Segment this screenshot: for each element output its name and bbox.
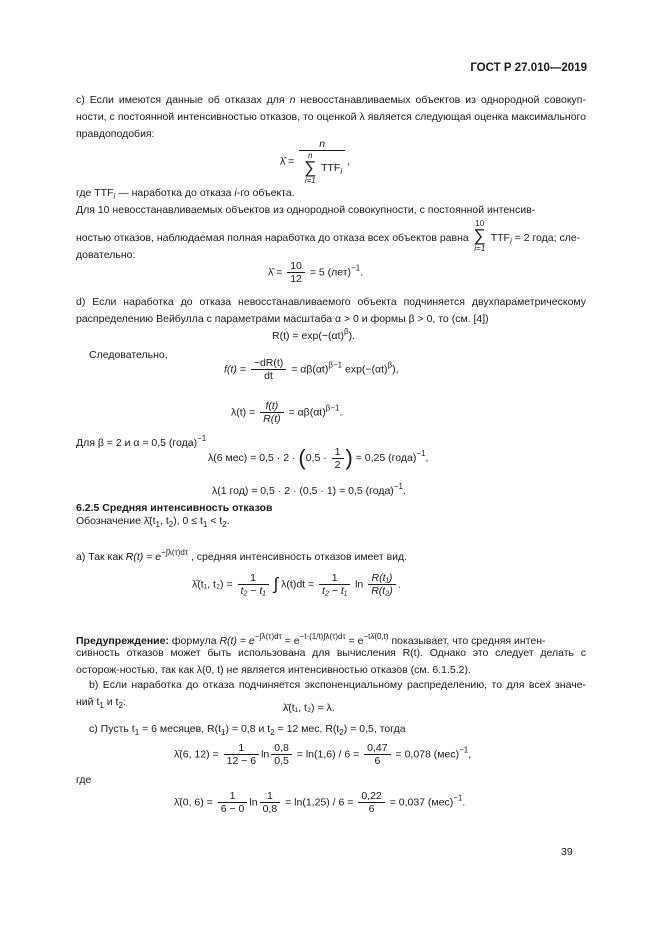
paragraph-notation: Обозначение $\lambdā(t_1$, $t_2$), $0 \le t_1 < t_2$. bbox=[76, 515, 230, 529]
page-number: 39 bbox=[561, 846, 573, 858]
text: c) Если имеются данные об отказах для bbox=[76, 94, 290, 106]
paragraph-example-line3: довательно: bbox=[76, 249, 136, 261]
formula-exponential: λ̄(t₁, t₂) = λ. bbox=[283, 702, 335, 714]
formula-six-months: λ(6 мес) = 0,5 · 2 · (0,5 · $\frac{1}{2}$ ) = 0,25 (года)$^{-1}$, bbox=[208, 445, 429, 471]
section-title: 6.2.5 Средняя интенсивность отказов bbox=[76, 502, 273, 514]
formula-calc-0-6: λ̄(0, 6) = $\frac{1}{6 - 0}$ ln $\frac{1}{0,8}$ = ln(1,25) / 6 = $\frac{0,22}{6}$ = 0,037 (мес)$^{-1}$. bbox=[174, 790, 466, 815]
paragraph-example: Для 10 невосстанавливаемых объектов из однородной совокупности, с постоянной интенсив- bbox=[76, 204, 536, 216]
formula-one-year: λ(1 год) = 0,5 · 2 · (0,5 · 1) = 0,5 (года)$^{-1}$. bbox=[212, 482, 406, 497]
formula-mle: λ̂ = n n ∑ i=1 $TTF_i$ , bbox=[280, 138, 351, 185]
paragraph-example-line2: ностью отказов, наблюдаемая полная наработка до отказа всех объектов равна 10 ∑ i=1 $TTF_i = 2$ года; сле- bbox=[76, 219, 581, 253]
formula-example-result: λ̂ = $\frac{10}{12}$ = 5 (лет)$^{-1}$. bbox=[268, 260, 364, 285]
paragraph-consequently: Следовательно, bbox=[89, 349, 168, 361]
lambda-hat: λ̂ bbox=[280, 155, 286, 168]
text: невосстанавливаемых объектов из однородной совокуп-ности, с постоянной интенсивностью отказов, то оценкой λ является следующая оценка максимального правдоподобия: bbox=[76, 94, 586, 140]
paragraph-where: где bbox=[76, 774, 92, 786]
text: n bbox=[289, 94, 296, 106]
paragraph-where-ttf: где $TTF_i$ — наработка до отказа i-го объекта. bbox=[76, 187, 295, 201]
formula-weibull-R: $R(t) = \exp(-(\alpha t)^\beta)$. bbox=[272, 327, 356, 342]
document-header: ГОСТ Р 27.010—2019 bbox=[470, 62, 587, 74]
formula-density: f(t) = $\frac{-dR(t)}{dt}$ = $\alpha\beta(\alpha t)^{\beta-1}$ $\exp(-(\alpha t)^\beta)$, bbox=[224, 357, 399, 382]
formula-average: λ̄(t₁, t₂) = $\frac{1}{\text{t₂ − t₁}}$ ∫ λ(t)dt = $\frac{1}{\text{t₂ − t₁}}$ ln $\frac{\text{R(t₁)}}{\text{R(t₂)}}$ . bbox=[192, 572, 401, 597]
paragraph-b: b) Если наработка до отказа подчиняется экспоненциальному распределению, то для всех значе-ний $t_1$ и $t_2$: bbox=[76, 679, 586, 710]
paragraph-c-intro bbox=[76, 92, 586, 143]
paragraph-warning-cont: сивность отказов может быть использована для вычисления R(t). Однако это следует делать с осторож-ностью, так как λ(0, t) не является интенсивностью отказов (см. 6.1.5.2). bbox=[76, 647, 586, 676]
paragraph-for-beta: Для β = 2 и α = 0,5 (года)$^{-1}$ bbox=[76, 434, 207, 449]
formula-hazard: λ(t) = $\frac{f(t)}{R(t)}$ = $\alpha\beta(\alpha t)^{\beta-1}$. bbox=[231, 400, 343, 425]
formula-calc-6-12: λ̄(6, 12) = $\frac{1}{12 - 6}$ ln $\frac{0,8}{0,5}$ = ln(1,6) / 6 = $\frac{0,47}{6}$ = 0,078 (мес)$^{-1}$, bbox=[174, 742, 472, 767]
paragraph-d: d) Если наработка до отказа невосстанавливаемого объекта подчиняется двухпараметрическому распределению Вейбулла с параметрами масштаба α > 0 и формы β > 0, то (см. [4]) bbox=[76, 296, 586, 325]
paragraph-c2: c) Пусть $t_1 = 6$ месяцев, $R(t_1) = 0,8$ и $t_2 = 12$ мес, $R(t_2) = 0,5$, тогда bbox=[89, 723, 406, 737]
fraction: n n ∑ i=1 $TTF_i$ bbox=[299, 138, 345, 185]
paragraph-a: a) Так как $R(t) = e^{-\int\lambda(\tau)d\tau}$ , средняя интенсивность отказов имеет вид. bbox=[76, 548, 408, 563]
paragraph-warning: Предупреждение: формула $R(t) = e^{-\int\lambda(\tau)d\tau} = e^{-t\cdot(1/t)\int\lambda(\tau)d\tau} = e^{-t\lambdā(0,t)}$ показывает, что средняя интен- bbox=[76, 632, 546, 647]
